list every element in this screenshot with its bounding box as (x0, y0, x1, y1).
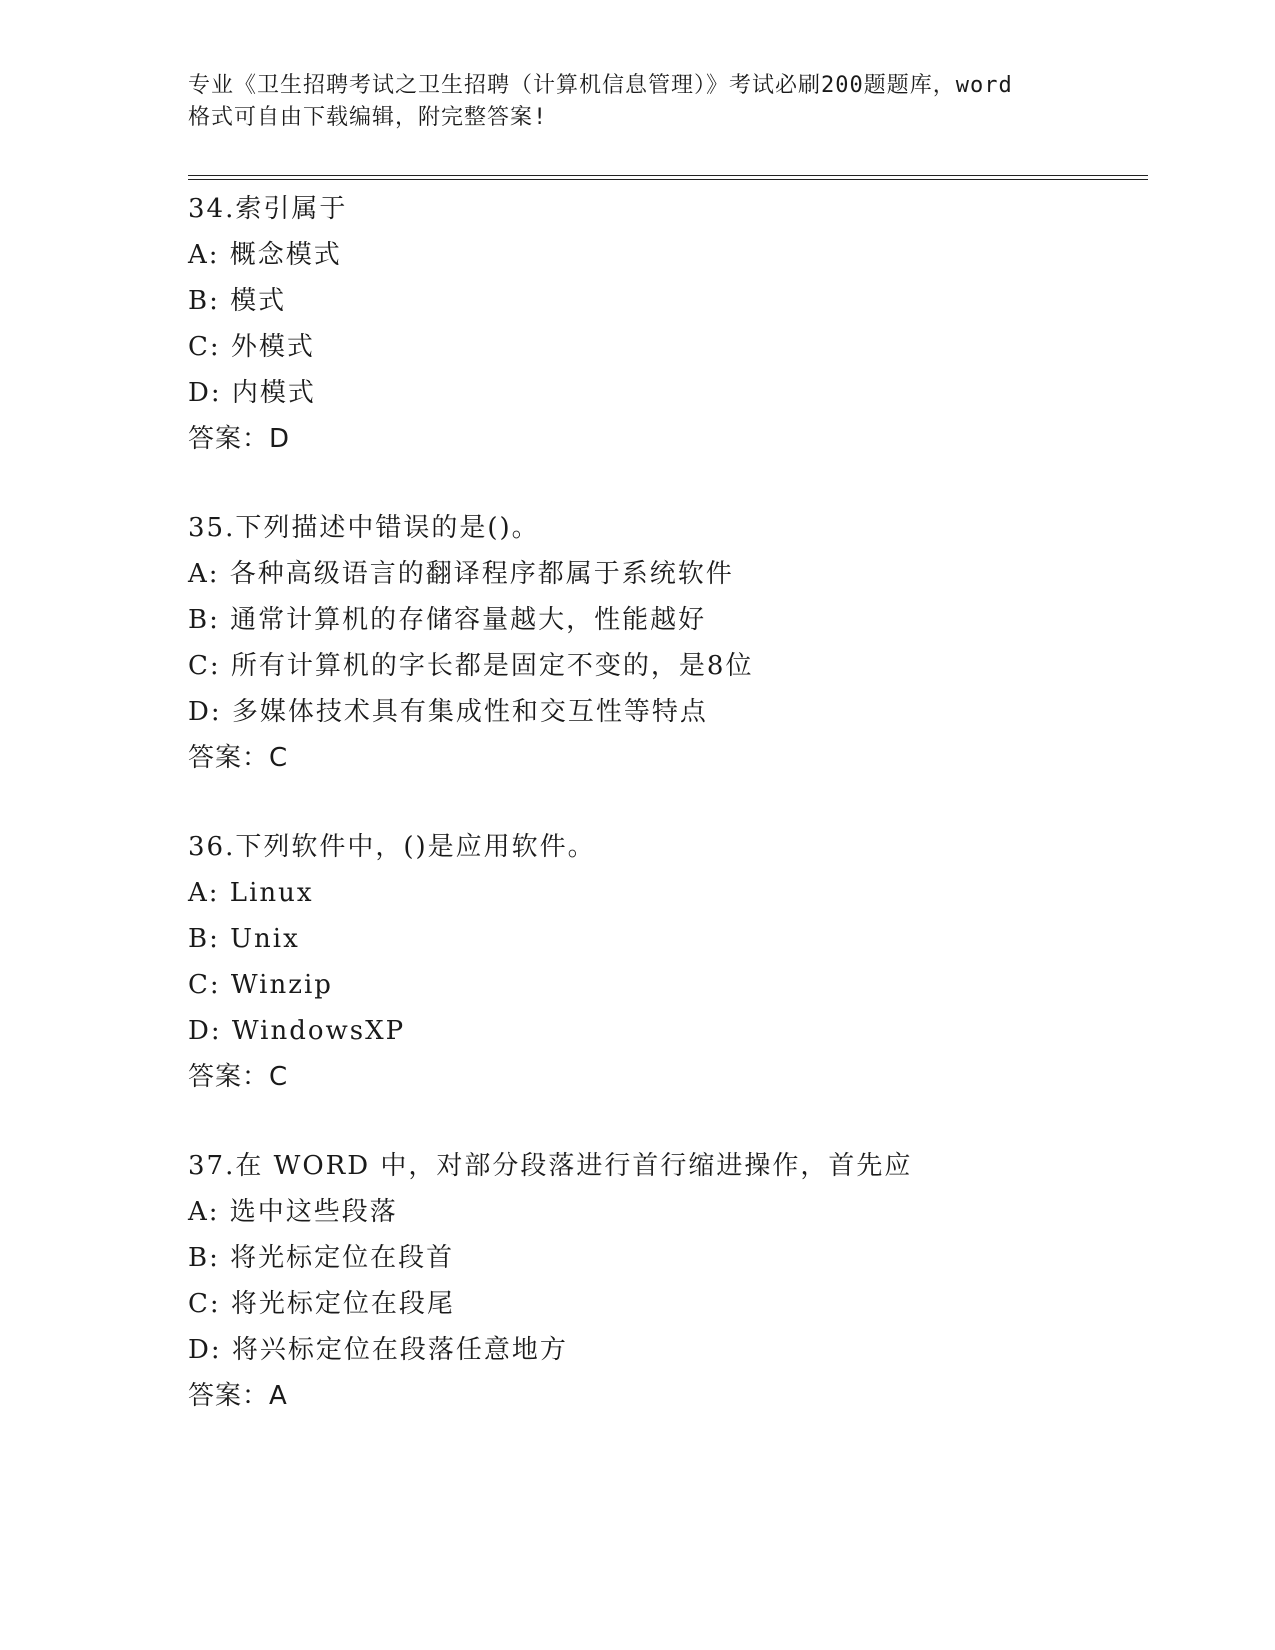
option-a: A: 概念模式 (188, 240, 342, 270)
question-34 (188, 186, 1148, 462)
document-page (188, 70, 1148, 1419)
header-line-2: 格式可自由下载编辑，附完整答案! (188, 105, 548, 130)
question-title: 36.下列软件中，()是应用软件。 (188, 832, 596, 862)
question-37 (188, 1143, 1148, 1419)
option-b: B: Unix (188, 924, 300, 954)
answer-line: 答案：C (188, 1062, 289, 1092)
answer-line: 答案：D (188, 424, 291, 454)
question-title: 34.索引属于 (188, 194, 348, 224)
question-title: 35.下列描述中错误的是()。 (188, 513, 540, 543)
header-line-1: 专业《卫生招聘考试之卫生招聘（计算机信息管理）》考试必刷200题题库，word (188, 73, 1013, 98)
option-b: B: 通常计算机的存储容量越大，性能越好 (188, 605, 707, 635)
option-c: C: 所有计算机的字长都是固定不变的，是8位 (188, 651, 754, 681)
question-title: 37.在 WORD 中，对部分段落进行首行缩进操作，首先应 (188, 1151, 913, 1181)
question-35 (188, 505, 1148, 781)
option-c: C: 外模式 (188, 332, 315, 362)
answer-line: 答案：C (188, 743, 289, 773)
option-b: B: 将光标定位在段首 (188, 1243, 455, 1273)
option-a: A: 选中这些段落 (188, 1197, 398, 1227)
option-b: B: 模式 (188, 286, 287, 316)
option-d: D: 内模式 (188, 378, 316, 408)
option-d: D: 多媒体技术具有集成性和交互性等特点 (188, 697, 708, 727)
option-a: A: Linux (188, 878, 314, 908)
option-d: D: WindowsXP (188, 1016, 406, 1046)
option-a: A: 各种高级语言的翻译程序都属于系统软件 (188, 559, 734, 589)
option-c: C: 将光标定位在段尾 (188, 1289, 455, 1319)
header-divider (188, 175, 1148, 180)
option-c: C: Winzip (188, 970, 333, 1000)
question-36 (188, 824, 1148, 1100)
option-d: D: 将兴标定位在段落任意地方 (188, 1335, 568, 1365)
document-header (188, 70, 1148, 134)
answer-line: 答案：A (188, 1381, 288, 1411)
